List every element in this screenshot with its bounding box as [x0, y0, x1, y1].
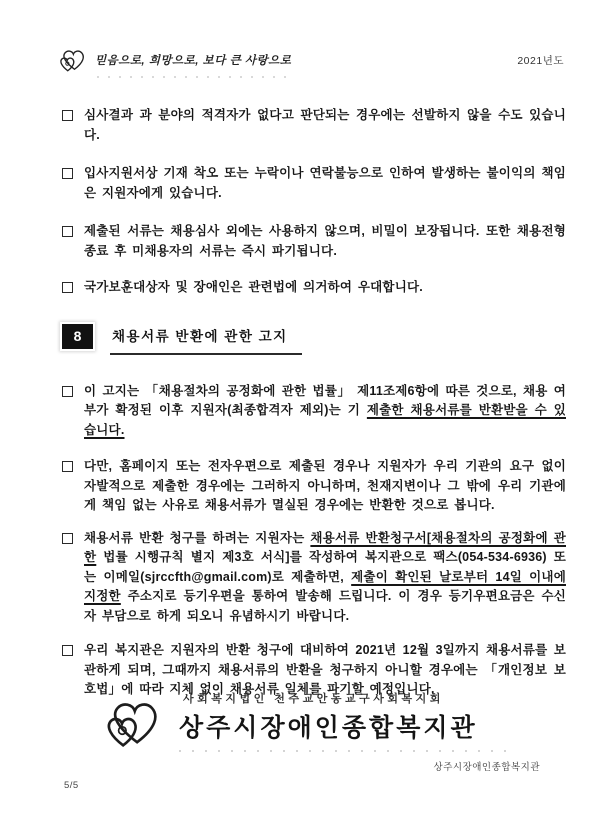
notice-text [84, 529, 566, 627]
general-notices-list [62, 106, 566, 298]
notice-text [84, 382, 566, 441]
section-title: 채용서류 반환에 관한 고지 [112, 328, 288, 344]
notice-text [84, 278, 566, 298]
notice-text-segment: 채용서류 반환 청구를 하려는 지원자는 [84, 530, 311, 545]
notice-text [84, 164, 566, 203]
page-header [58, 46, 566, 79]
notice-text-segment: 주소지로 등기우편을 통하여 발송해 드립니다. 이 경우 등기우편요금은 수신자 부담으로 하게 되오니 유념하시기 바랍니다. [84, 589, 566, 623]
footer-org-name: 상주시장애인종합복지관 [433, 762, 540, 773]
notice-item [62, 529, 566, 627]
checkbox-icon [62, 461, 73, 472]
checkbox-icon [62, 386, 73, 397]
year-label: 2021년도 [517, 55, 564, 67]
notice-text [84, 106, 566, 145]
checkbox-icon [62, 533, 73, 544]
checkbox-icon [62, 645, 73, 656]
scan-artifact [97, 74, 287, 79]
notice-item [62, 106, 566, 145]
double-heart-logo-icon [58, 46, 88, 73]
double-heart-logo-icon [101, 694, 167, 750]
scan-artifact [179, 749, 509, 753]
section-header [62, 324, 566, 355]
notice-text-underlined: 제출이 확인된 날로부터 14일 이내에 지정한 [84, 569, 566, 603]
notice-item [62, 382, 566, 441]
checkbox-icon [62, 226, 73, 237]
notice-text-segment: 입사지원서상 기재 착오 또는 누락이나 연락불능으로 인하여 발생하는 불이익의 책임은 지원자에게 있습니다. [84, 166, 566, 200]
org-slogan: 믿음으로, 희망으로, 보다 큰 사랑으로 [95, 55, 292, 67]
notice-text-segment: 다만, 홈페이지 또는 전자우편으로 제출된 경우나 지원자가 우리 기관의 요구 없이 자발적으로 제출한 경우에는 그러하지 아니하며, 천재지변이나 그 밖에 우리 기관에게 책임 없는 사유로 채용서류가 멸실된 경우에는 반환한 것으로 봅니다. [84, 459, 566, 512]
notice-item [62, 222, 566, 261]
document-body [62, 106, 566, 700]
section-number-badge: 8 [62, 324, 93, 349]
notice-item [62, 457, 566, 516]
org-parent-name: 사회복지법인 천주교안동교구사회복지회 [183, 693, 444, 705]
notice-text-segment: 국가보훈대상자 및 장애인은 관련법에 의거하여 우대합니다. [84, 280, 423, 294]
notice-item [62, 278, 566, 298]
notice-text-underlined: 제출한 채용서류를 반환받을 수 있습니다. [84, 403, 566, 437]
notice-text-segment: 심사결과 과 분야의 적격자가 없다고 판단되는 경우에는 선발하지 않을 수도 있습니다. [84, 108, 566, 142]
return-notices-list [62, 382, 566, 700]
page-number: 5/5 [64, 780, 79, 791]
notice-item [62, 164, 566, 203]
org-footer [0, 690, 610, 753]
checkbox-icon [62, 282, 73, 293]
notice-text [84, 222, 566, 261]
notice-text-underlined: 채용서류 반환청구서[채용절차의 공정화에 관한 [84, 530, 566, 564]
org-name: 상주시장애인종합복지관 [179, 714, 478, 742]
notice-text-segment: 이 고지는 「채용절차의 공정화에 관한 법률」 제11조제6항에 따른 것으로, 채용 여부가 확정된 이후 지원자(최종합격자 제외)는 기 [84, 383, 566, 417]
checkbox-icon [62, 110, 73, 121]
notice-text-segment: 법률 시행규칙 별지 제3호 서식]를 작성하여 복지관으로 팩스(054-534-6936) 또는 이메일(sjrccfth@gmail.com)로 제출하면, [84, 550, 566, 584]
notice-text [84, 457, 566, 516]
notice-text-segment: 제출된 서류는 채용심사 외에는 사용하지 않으며, 비밀이 보장됩니다. 또한 채용전형 종료 후 미채용자의 서류는 즉시 파기됩니다. [84, 224, 566, 258]
section-title-underline [110, 324, 302, 355]
notice-text-segment: 우리 복지관은 지원자의 반환 청구에 대비하여 2021년 12월 3일까지 채용서류를 보관하게 되며, 그때까지 채용서류의 반환을 청구하지 아니할 경우에는 「개인정보 보호법」에 따라 지체 없이 채용서류 일체를 파기할 예정입니다. [84, 643, 566, 696]
checkbox-icon [62, 168, 73, 179]
